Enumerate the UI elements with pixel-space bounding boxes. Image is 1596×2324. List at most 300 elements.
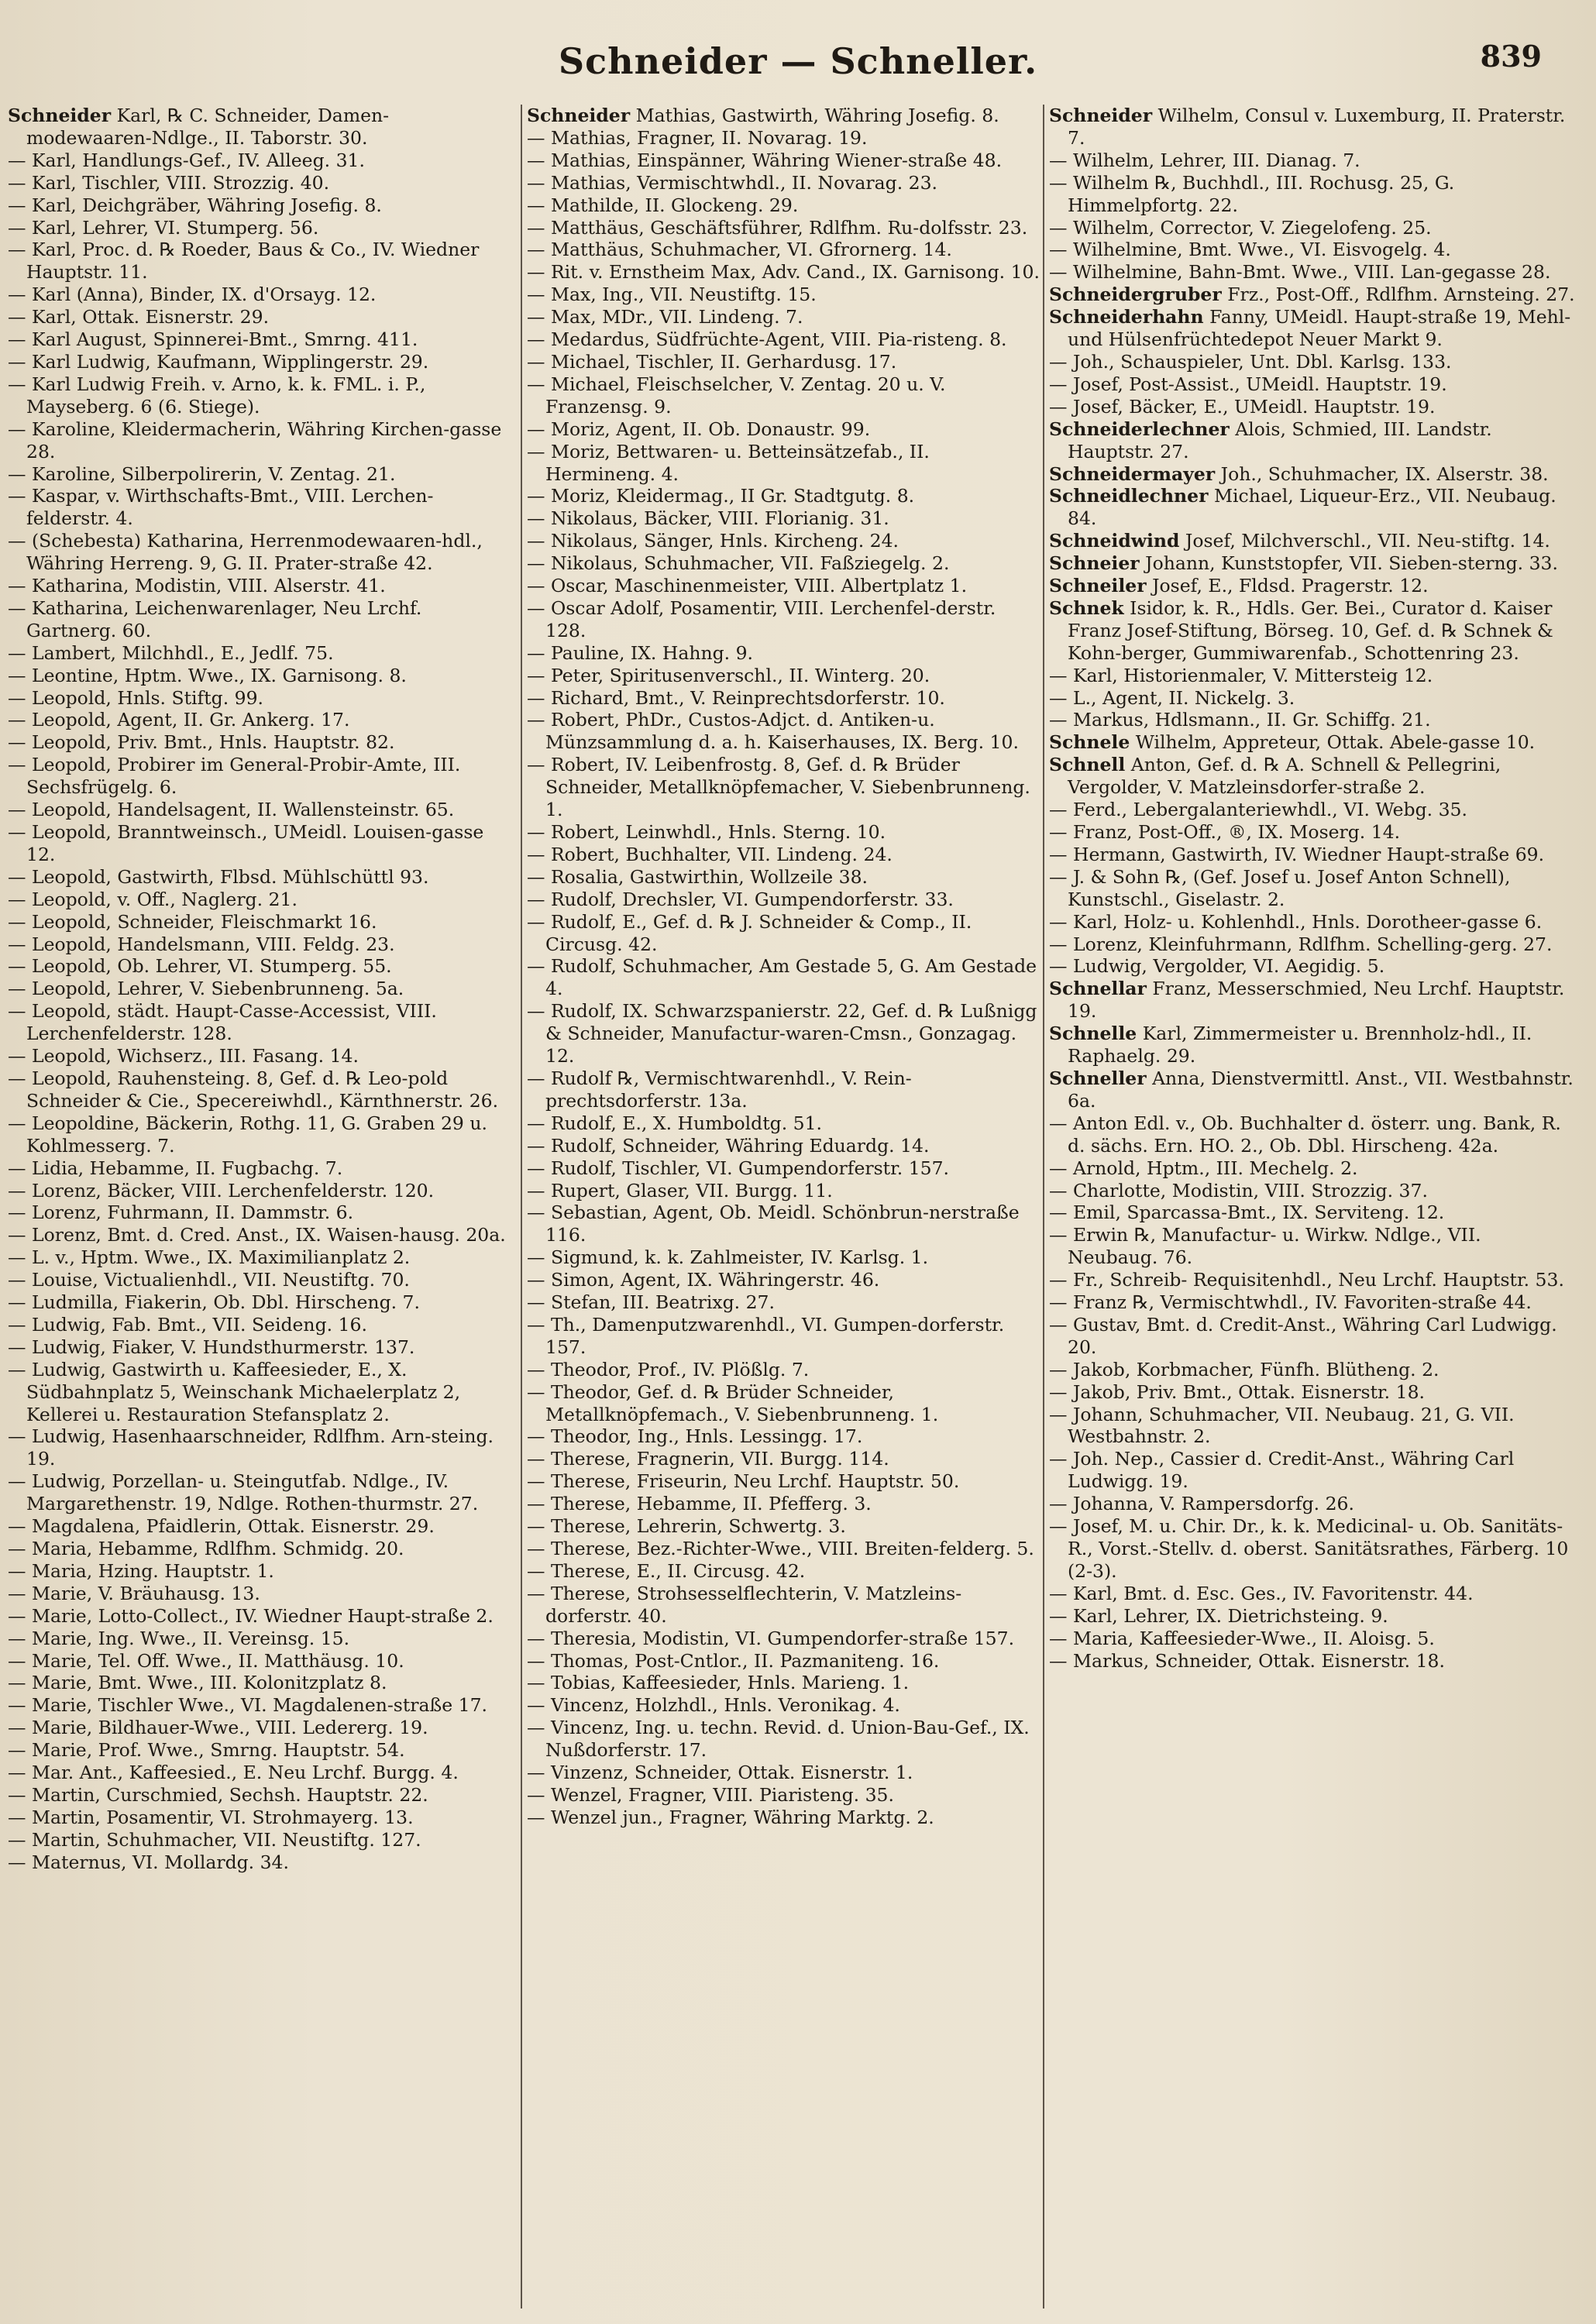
directory-entry xyxy=(527,1359,1040,1381)
entry-text: — Theresia, Modistin, VI. Gumpendorfer-straße 157. xyxy=(527,1627,1015,1649)
entry-text: Wilhelm, Consul v. Luxemburg, II. Praterstr. 7. xyxy=(1068,105,1566,149)
entry-text: — Lidia, Hebamme, II. Fugbachg. 7. xyxy=(8,1157,343,1179)
directory-entry xyxy=(1049,1650,1576,1673)
directory-entry xyxy=(8,1717,511,1739)
directory-entry xyxy=(8,1269,511,1291)
directory-entry xyxy=(1049,799,1576,821)
entry-text: — Karl, Deichgräber, Währing Josefig. 8. xyxy=(8,194,382,216)
entry-text: — Kaspar, v. Wirthschafts-Bmt., VIII. Lerchen-felderstr. 4. xyxy=(8,485,434,530)
entry-text: Mathias, Gastwirth, Währing Josefig. 8. xyxy=(635,105,999,126)
directory-entry xyxy=(527,552,1040,575)
entry-surname: Schnell xyxy=(1049,754,1126,776)
directory-entry xyxy=(1049,1023,1576,1067)
entry-text: — Leopold, Agent, II. Gr. Ankerg. 17. xyxy=(8,709,350,731)
entry-text: — Franz ℞, Vermischtwhdl., IV. Favoriten-straße 44. xyxy=(1049,1291,1532,1314)
directory-entry xyxy=(8,1784,511,1807)
directory-entry xyxy=(527,597,1040,642)
directory-entry xyxy=(527,306,1040,328)
directory-entry xyxy=(1049,575,1576,597)
column-2 xyxy=(521,105,1040,2309)
directory-entry xyxy=(527,1269,1040,1291)
entry-text: — Maria, Hebamme, Rdlfhm. Schmidg. 20. xyxy=(8,1538,404,1559)
entry-text: — Wilhelm ℞, Buchhdl., III. Rochusg. 25, G. Himmelpfortg. 22. xyxy=(1049,171,1455,216)
directory-entry xyxy=(527,485,1040,507)
entry-text: — Ferd., Lebergalanteriewhdl., VI. Webg. 35. xyxy=(1049,799,1467,821)
entry-surname: Schneidwind xyxy=(1049,530,1180,552)
entry-text: — Emil, Sparcassa-Bmt., IX. Serviteng. 12. xyxy=(1049,1202,1445,1224)
entry-text: — Katharina, Modistin, VIII. Alserstr. 41. xyxy=(8,575,386,597)
entry-text: — Theodor, Ing., Hnls. Lessingg. 17. xyxy=(527,1425,863,1448)
entry-text: — Vinzenz, Schneider, Ottak. Eisnerstr. 1. xyxy=(527,1762,913,1784)
entry-text: — Lorenz, Fuhrmann, II. Dammstr. 6. xyxy=(8,1202,354,1224)
directory-entry xyxy=(527,1560,1040,1583)
entry-text: Frz., Post-Off., Rdlfhm. Arnsteing. 27. xyxy=(1227,284,1575,306)
directory-entry xyxy=(8,351,511,373)
entry-text: — Karl, Proc. d. ℞ Roeder, Baus & Co., IV. Wiedner Hauptstr. 11. xyxy=(8,239,480,284)
directory-entry xyxy=(1049,866,1576,911)
entry-surname: Schnele xyxy=(1049,731,1130,754)
directory-entry xyxy=(527,194,1040,217)
directory-entry xyxy=(8,1829,511,1851)
directory-entry xyxy=(8,1180,511,1202)
entry-text: — Erwin ℞, Manufactur- u. Wirkw. Ndlge., VII. Neubaug. 76. xyxy=(1049,1224,1481,1269)
entry-text: — Karl August, Spinnerei-Bmt., Smrng. 411. xyxy=(8,328,418,351)
directory-entry xyxy=(8,731,511,754)
directory-entry xyxy=(527,1583,1040,1628)
entry-text: — Mar. Ant., Kaffeesied., E. Neu Lrchf. Burgg. 4. xyxy=(8,1762,459,1784)
entry-text: — Maria, Hzing. Hauptstr. 1. xyxy=(8,1559,274,1582)
directory-entry xyxy=(1049,463,1576,486)
directory-entry xyxy=(527,889,1040,911)
directory-entry xyxy=(1049,552,1576,575)
entry-text: Johann, Kunststopfer, VII. Sieben-sterng. 33. xyxy=(1145,552,1558,575)
entry-text: — Nikolaus, Bäcker, VIII. Florianig. 31. xyxy=(527,507,889,530)
entry-text: — Karl (Anna), Binder, IX. d'Orsayg. 12. xyxy=(8,284,377,306)
entry-text: Alois, Schmied, III. Landstr. Hauptstr. 27. xyxy=(1068,418,1492,462)
directory-entry xyxy=(1049,485,1576,530)
entry-surname: Schneider xyxy=(1049,105,1153,126)
directory-entry xyxy=(1049,284,1576,306)
directory-entry xyxy=(527,1672,1040,1694)
directory-entry xyxy=(1049,172,1576,217)
directory-entry xyxy=(8,597,511,642)
entry-text: — Mathilde, II. Glockeng. 29. xyxy=(527,194,799,216)
directory-entry xyxy=(8,1807,511,1829)
directory-entry xyxy=(527,1157,1040,1180)
entry-text: — Karl, Ottak. Eisnerstr. 29. xyxy=(8,306,270,328)
entry-surname: Schneidermayer xyxy=(1049,462,1216,485)
directory-entry xyxy=(8,217,511,239)
directory-entry xyxy=(8,1650,511,1673)
entry-text: — Ludwig, Vergolder, VI. Aegidig. 5. xyxy=(1049,955,1385,978)
entry-text: — Robert, Buchhalter, VII. Lindeng. 24. xyxy=(527,843,893,865)
directory-entry xyxy=(1049,1291,1576,1314)
entry-text: — Rudolf, Schuhmacher, Am Gestade 5, G. Am Gestade 4. xyxy=(527,955,1037,1000)
directory-entry xyxy=(527,1493,1040,1515)
entry-surname: Schnelle xyxy=(1049,1023,1137,1045)
directory-entry xyxy=(1049,351,1576,373)
directory-entry xyxy=(1049,1515,1576,1583)
entry-text: — Michael, Fleischselcher, V. Zentag. 20 u. V. Franzensg. 9. xyxy=(527,373,946,418)
directory-entry xyxy=(527,351,1040,373)
directory-entry xyxy=(527,127,1040,150)
directory-entry xyxy=(1049,1202,1576,1224)
entry-text: — Therese, Lehrerin, Schwertg. 3. xyxy=(527,1515,846,1538)
entry-text: — Rosalia, Gastwirthin, Wollzeile 38. xyxy=(527,865,868,888)
directory-entry xyxy=(8,1762,511,1784)
entry-text: — Wilhelm, Lehrer, III. Dianag. 7. xyxy=(1049,149,1360,171)
directory-entry xyxy=(527,1717,1040,1762)
entry-text: — Karl, Holz- u. Kohlenhdl., Hnls. Dorotheer-gasse 6. xyxy=(1049,910,1543,933)
entry-text: — Maternus, VI. Mollardg. 34. xyxy=(8,1851,289,1873)
directory-entry xyxy=(8,105,511,150)
directory-entry xyxy=(8,1560,511,1583)
directory-entry xyxy=(1049,1112,1576,1157)
entry-text: Anna, Dienstvermittl. Anst., VII. Westbahnstr. 6a. xyxy=(1068,1067,1574,1112)
directory-entry xyxy=(527,150,1040,172)
directory-entry xyxy=(527,1135,1040,1157)
entry-text: — (Schebesta) Katharina, Herrenmodewaaren-hdl., Währing Herreng. 9, G. II. Prater-straße 42. xyxy=(8,530,483,575)
entry-text: — Oscar, Maschinenmeister, VIII. Albertplatz 1. xyxy=(527,575,968,597)
directory-entry xyxy=(8,1739,511,1762)
entry-text: — Jakob, Korbmacher, Fünfh. Blütheng. 2. xyxy=(1049,1358,1439,1380)
directory-entry xyxy=(1049,396,1576,418)
entry-text: — Marie, Bmt. Wwe., III. Kolonitzplatz 8. xyxy=(8,1672,387,1694)
directory-entry xyxy=(1049,306,1576,351)
directory-entry xyxy=(8,1157,511,1180)
directory-entry xyxy=(527,239,1040,261)
directory-entry xyxy=(527,105,1040,127)
entry-surname: Schneiler xyxy=(1049,575,1147,597)
entry-columns xyxy=(8,105,1581,2309)
entry-text: — Leopold, Gastwirth, Flbsd. Mühlschüttl 93. xyxy=(8,865,429,888)
directory-entry xyxy=(8,911,511,933)
directory-entry xyxy=(527,1291,1040,1314)
entry-surname: Schneiderhahn xyxy=(1049,306,1204,328)
entry-text: — Wilhelmine, Bahn-Bmt. Wwe., VIII. Lan-gegasse 28. xyxy=(1049,261,1551,284)
directory-entry xyxy=(1049,1628,1576,1650)
directory-entry xyxy=(8,530,511,575)
directory-entry xyxy=(1049,978,1576,1023)
entry-text: — Leopold, Branntweinsch., UMeidl. Louisen-gasse 12. xyxy=(8,821,484,865)
directory-entry xyxy=(8,709,511,731)
entry-text: — Ludwig, Porzellan- u. Steingutfab. Ndlge., IV. Margarethenstr. 19, Ndlge. Rothen-thurmstr. 27. xyxy=(8,1470,479,1515)
entry-text: — Marie, Tel. Off. Wwe., II. Matthäusg. 10. xyxy=(8,1649,404,1672)
directory-entry xyxy=(527,261,1040,284)
directory-entry xyxy=(8,1851,511,1874)
entry-surname: Schneier xyxy=(1049,552,1140,575)
page-number: 839 xyxy=(1480,39,1542,74)
entry-text: — Leopold, Hnls. Stiftg. 99. xyxy=(8,686,264,709)
directory-entry xyxy=(1049,665,1576,687)
directory-entry xyxy=(527,1448,1040,1470)
entry-text: Josef, E., Fldsd. Pragerstr. 12. xyxy=(1152,575,1429,597)
directory-entry xyxy=(8,1291,511,1314)
directory-entry xyxy=(8,194,511,217)
directory-entry xyxy=(527,1180,1040,1202)
entry-surname: Schneidlechner xyxy=(1049,485,1209,507)
directory-entry xyxy=(527,1538,1040,1560)
directory-entry xyxy=(527,1314,1040,1359)
directory-entry xyxy=(8,754,511,799)
directory-entry xyxy=(1049,1359,1576,1381)
entry-text: — Marie, Lotto-Collect., IV. Wiedner Haupt-straße 2. xyxy=(8,1604,494,1627)
entry-text: Karl, ℞ C. Schneider, Damen-modewaaren-Ndlge., II. Taborstr. 30. xyxy=(26,105,390,149)
entry-text: — Karoline, Kleidermacherin, Währing Kirchen-gasse 28. xyxy=(8,418,502,462)
directory-entry xyxy=(527,1381,1040,1426)
entry-text: — Rupert, Glaser, VII. Burgg. 11. xyxy=(527,1179,833,1202)
entry-text: — Therese, Hebamme, II. Pfefferg. 3. xyxy=(527,1493,872,1515)
entry-text: — Johann, Schuhmacher, VII. Neubaug. 21, G. VII. Westbahnstr. 2. xyxy=(1049,1403,1515,1448)
directory-entry xyxy=(1049,709,1576,731)
entry-text: — Leontine, Hptm. Wwe., IX. Garnisong. 8. xyxy=(8,664,407,686)
entry-text: — Lorenz, Bäcker, VIII. Lerchenfelderstr. 120. xyxy=(8,1179,435,1202)
entry-text: — Louise, Victualienhdl., VII. Neustiftg. 70. xyxy=(8,1269,410,1291)
entry-text: — Leopold, städt. Haupt-Casse-Accessist, VIII. Lerchenfelderstr. 128. xyxy=(8,1000,437,1045)
entry-text: — Rudolf, Schneider, Währing Eduardg. 14. xyxy=(527,1134,930,1157)
directory-entry xyxy=(8,889,511,911)
entry-text: — Therese, Friseurin, Neu Lrchf. Hauptstr. 50. xyxy=(527,1470,960,1493)
entry-text: — Josef, M. u. Chir. Dr., k. k. Medicinal- u. Ob. Sanitäts-R., Vorst.-Stellv. d. oberst. Sanitätsrathes, Färberg. 10 (2-3). xyxy=(1049,1515,1569,1582)
entry-text: — Sebastian, Agent, Ob. Meidl. Schönbrun-nerstraße 116. xyxy=(527,1202,1020,1246)
directory-entry xyxy=(527,642,1040,665)
entry-text: — Josef, Bäcker, E., UMeidl. Hauptstr. 19. xyxy=(1049,395,1436,418)
directory-entry xyxy=(8,799,511,821)
directory-entry xyxy=(1049,821,1576,844)
entry-text: — Katharina, Leichenwarenlager, Neu Lrchf. Gartnerg. 60. xyxy=(8,596,422,641)
entry-text: — Martin, Schuhmacher, VII. Neustiftg. 127. xyxy=(8,1828,421,1851)
entry-text: Fanny, UMeidl. Haupt-straße 19, Mehl- und Hülsenfrüchtedepot Neuer Markt 9. xyxy=(1068,306,1571,351)
directory-entry xyxy=(1049,1381,1576,1404)
directory-entry xyxy=(527,1246,1040,1269)
directory-entry xyxy=(1049,373,1576,396)
directory-entry xyxy=(1049,1448,1576,1493)
entry-text: Karl, Zimmermeister u. Brennholz-hdl., II. Raphaelg. 29. xyxy=(1068,1023,1532,1067)
entry-text: — Mathias, Vermischtwhdl., II. Novarag. 23. xyxy=(527,171,938,194)
entry-text: — Joh., Schauspieler, Unt. Dbl. Karlsg. 133. xyxy=(1049,350,1452,373)
entry-text: — Hermann, Gastwirth, IV. Wiedner Haupt-straße 69. xyxy=(1049,843,1545,865)
entry-text: — Matthäus, Geschäftsführer, Rdlfhm. Ru-dolfsstr. 23. xyxy=(527,216,1028,239)
entry-text: — Josef, Post-Assist., UMeidl. Hauptstr. 19. xyxy=(1049,373,1447,395)
directory-entry xyxy=(527,507,1040,530)
entry-text: — Joh. Nep., Cassier d. Credit-Anst., Währing Carl Ludwigg. 19. xyxy=(1049,1448,1515,1493)
entry-text: — Therese, Strohsesselflechterin, V. Matzleins-dorferstr. 40. xyxy=(527,1582,962,1627)
directory-entry xyxy=(527,575,1040,597)
directory-entry xyxy=(527,1112,1040,1135)
entry-text: — Leopold, Rauhensteing. 8, Gef. d. ℞ Leo-pold Schneider & Cie., Specereiwhdl., Kärnthnerstr. 26. xyxy=(8,1067,499,1112)
directory-entry xyxy=(8,955,511,978)
entry-text: — Karoline, Silberpolirerin, V. Zentag. 21. xyxy=(8,462,396,485)
entry-text: — Karl, Lehrer, VI. Stumperg. 56. xyxy=(8,216,319,239)
directory-entry xyxy=(527,217,1040,239)
entry-text: — Peter, Spiritusenverschl., II. Winterg. 20. xyxy=(527,664,930,686)
entry-text: — Max, Ing., VII. Neustiftg. 15. xyxy=(527,284,817,306)
directory-entry xyxy=(8,1112,511,1157)
entry-surname: Schneiderlechner xyxy=(1049,418,1230,440)
entry-text: — Tobias, Kaffeesieder, Hnls. Marieng. 1. xyxy=(527,1672,910,1694)
directory-entry xyxy=(1049,105,1576,150)
entry-text: — Th., Damenputzwarenhdl., VI. Gumpen-dorferstr. 157. xyxy=(527,1313,1005,1358)
directory-entry xyxy=(527,530,1040,552)
directory-entry xyxy=(527,911,1040,956)
directory-entry xyxy=(8,821,511,866)
directory-entry xyxy=(1049,1314,1576,1359)
entry-text: — Karl Ludwig Freih. v. Arno, k. k. FML. i. P., Mayseberg. 6 (6. Stiege). xyxy=(8,373,426,418)
directory-entry xyxy=(1049,1224,1576,1269)
entry-text: — Leopold, v. Off., Naglerg. 21. xyxy=(8,888,298,910)
directory-entry xyxy=(527,665,1040,687)
entry-text: — Oscar Adolf, Posamentir, VIII. Lerchenfel-derstr. 128. xyxy=(527,596,996,641)
directory-entry xyxy=(8,1246,511,1269)
directory-entry xyxy=(1049,217,1576,239)
entry-text: — Matthäus, Schuhmacher, VI. Gfrornerg. 14. xyxy=(527,239,952,261)
entry-text: — Marie, V. Bräuhausg. 13. xyxy=(8,1582,260,1604)
directory-entry xyxy=(8,933,511,956)
directory-entry xyxy=(527,1425,1040,1448)
directory-entry xyxy=(527,866,1040,889)
directory-entry xyxy=(527,844,1040,866)
entry-text: — Marie, Bildhauer-Wwe., VIII. Ledererg. 19. xyxy=(8,1717,428,1739)
entry-text: Josef, Milchverschl., VII. Neu-stiftg. 14. xyxy=(1185,530,1550,552)
column-1 xyxy=(8,105,511,2309)
directory-entry xyxy=(527,1202,1040,1246)
directory-entry xyxy=(8,373,511,418)
directory-entry xyxy=(527,1784,1040,1807)
entry-surname: Schneider xyxy=(8,105,112,126)
directory-entry xyxy=(8,1515,511,1538)
entry-text: — L., Agent, II. Nickelg. 3. xyxy=(1049,686,1295,709)
directory-entry xyxy=(8,1425,511,1470)
entry-text: — Pauline, IX. Hahng. 9. xyxy=(527,641,754,664)
entry-text: — Vincenz, Holzhdl., Hnls. Veronikag. 4. xyxy=(527,1694,900,1717)
entry-text: — Lambert, Milchhdl., E., Jedlf. 75. xyxy=(8,641,334,664)
entry-text: — Sigmund, k. k. Zahlmeister, IV. Karlsg. 1. xyxy=(527,1246,929,1269)
directory-entry xyxy=(8,1583,511,1605)
entry-text: — Martin, Posamentir, VI. Strohmayerg. 13. xyxy=(8,1806,414,1828)
entry-text: — Franz, Post-Off., ®, IX. Moserg. 14. xyxy=(1049,821,1401,843)
entry-text: — Therese, Fragnerin, VII. Burgg. 114. xyxy=(527,1448,889,1470)
entry-text: — Leopold, Priv. Bmt., Hnls. Hauptstr. 82. xyxy=(8,731,395,754)
entry-surname: Schneller xyxy=(1049,1067,1147,1089)
entry-text: — Leopold, Ob. Lehrer, VI. Stumperg. 55. xyxy=(8,955,392,978)
entry-text: — Wilhelm, Corrector, V. Ziegelofeng. 25. xyxy=(1049,216,1432,239)
directory-entry xyxy=(527,754,1040,821)
directory-entry xyxy=(8,284,511,306)
directory-entry xyxy=(8,463,511,486)
directory-entry xyxy=(1049,844,1576,866)
directory-entry xyxy=(527,1650,1040,1673)
entry-text: — Leopold, Handelsmann, VIII. Feldg. 23. xyxy=(8,933,395,955)
entry-text: — Karl Ludwig, Kaufmann, Wipplingerstr. 29. xyxy=(8,350,429,373)
directory-entry xyxy=(527,821,1040,844)
directory-entry xyxy=(527,955,1040,1000)
directory-entry xyxy=(8,1672,511,1694)
directory-entry xyxy=(527,687,1040,710)
entry-text: — Nikolaus, Schuhmacher, VII. Faßziegelg. 2. xyxy=(527,552,950,575)
page-header xyxy=(0,37,1596,91)
entry-text: — Gustav, Bmt. d. Credit-Anst., Währing Carl Ludwigg. 20. xyxy=(1049,1313,1557,1358)
entry-text: — Charlotte, Modistin, VIII. Strozzig. 37. xyxy=(1049,1179,1428,1202)
directory-entry xyxy=(8,1538,511,1560)
directory-entry xyxy=(527,1762,1040,1784)
directory-entry xyxy=(8,418,511,463)
entry-text: — Leopold, Handelsagent, II. Wallensteinstr. 65. xyxy=(8,799,455,821)
entry-text: Isidor, k. R., Hdls. Ger. Bei., Curator d. Kaiser Franz Josef-Stiftung, Börseg. 10, Gef. d. ℞ Schnek & Kohn-berger, Gummiwarenfab., Schottenring 23. xyxy=(1068,596,1553,664)
directory-entry xyxy=(8,1359,511,1426)
entry-text: — Rudolf, IX. Schwarzspanierstr. 22, Gef. d. ℞ Lußnigg & Schneider, Manufactur-waren-Cmsn., Gonzagag. 12. xyxy=(527,1000,1037,1067)
entry-text: — Rudolf, Tischler, VI. Gumpendorferstr. 157. xyxy=(527,1157,950,1179)
entry-text: — Max, MDr., VII. Lindeng. 7. xyxy=(527,306,803,328)
entry-text: — Marie, Ing. Wwe., II. Vereinsg. 15. xyxy=(8,1627,350,1649)
entry-text: — Simon, Agent, IX. Währingerstr. 46. xyxy=(527,1269,880,1291)
directory-entry xyxy=(527,1694,1040,1717)
directory-entry xyxy=(8,978,511,1000)
entry-text: — Rudolf, Drechsler, VI. Gumpendorferstr. 33. xyxy=(527,888,954,910)
directory-entry xyxy=(1049,1067,1576,1112)
directory-entry xyxy=(8,1314,511,1336)
directory-entry xyxy=(8,485,511,530)
entry-text: — Stefan, III. Beatrixg. 27. xyxy=(527,1291,775,1314)
column-3 xyxy=(1043,105,1576,2309)
entry-text: — Ludwig, Hasenhaarschneider, Rdlfhm. Arn-steing. 19. xyxy=(8,1425,494,1470)
directory-entry xyxy=(1049,1180,1576,1202)
directory-entry xyxy=(1049,597,1576,665)
directory-entry xyxy=(1049,955,1576,978)
entry-text: — J. & Sohn ℞, (Gef. Josef u. Josef Anton Schnell), Kunstschl., Giselastr. 2. xyxy=(1049,865,1511,910)
directory-entry xyxy=(8,575,511,597)
entry-text: — Karl, Bmt. d. Esc. Ges., IV. Favoritenstr. 44. xyxy=(1049,1582,1474,1604)
entry-surname: Schneider xyxy=(527,105,631,126)
directory-entry xyxy=(1049,1269,1576,1291)
entry-text: — Marie, Prof. Wwe., Smrng. Hauptstr. 54. xyxy=(8,1739,405,1762)
entry-text: — Ludwig, Fiaker, V. Hundsthurmerstr. 137. xyxy=(8,1336,415,1358)
entry-text: — Leopold, Lehrer, V. Siebenbrunneng. 5a. xyxy=(8,978,404,1000)
directory-entry xyxy=(8,1336,511,1359)
directory-entry xyxy=(8,1470,511,1515)
directory-entry xyxy=(8,172,511,194)
directory-entry xyxy=(1049,530,1576,552)
directory-entry xyxy=(1049,1583,1576,1605)
entry-text: — Wilhelmine, Bmt. Wwe., VI. Eisvogelg. 4. xyxy=(1049,239,1451,261)
entry-text: — Arnold, Hptm., III. Mechelg. 2. xyxy=(1049,1157,1358,1179)
directory-entry xyxy=(8,665,511,687)
entry-text: — Theodor, Prof., IV. Plößlg. 7. xyxy=(527,1358,810,1380)
entry-text: — Lorenz, Kleinfuhrmann, Rdlfhm. Schelling-gerg. 27. xyxy=(1049,933,1553,955)
directory-entry xyxy=(8,1045,511,1067)
entry-text: — Rudolf ℞, Vermischtwarenhdl., V. Rein-prechtsdorferstr. 13a. xyxy=(527,1067,912,1112)
entry-text: — Vincenz, Ing. u. techn. Revid. d. Union-Bau-Gef., IX. Nußdorferstr. 17. xyxy=(527,1717,1030,1762)
directory-entry xyxy=(8,150,511,172)
entry-text: — Ludmilla, Fiakerin, Ob. Dbl. Hirscheng. 7. xyxy=(8,1291,420,1314)
directory-entry xyxy=(527,328,1040,351)
page-title: Schneider — Schneller. xyxy=(558,40,1038,82)
directory-entry xyxy=(527,373,1040,418)
entry-text: — Theodor, Gef. d. ℞ Brüder Schneider, Metallknöpfemach., V. Siebenbrunneng. 1. xyxy=(527,1380,939,1425)
directory-entry xyxy=(1049,1404,1576,1449)
directory-entry xyxy=(527,441,1040,486)
entry-text: — Moriz, Agent, II. Ob. Donaustr. 99. xyxy=(527,418,871,440)
entry-text: — Markus, Schneider, Ottak. Eisnerstr. 18. xyxy=(1049,1649,1445,1672)
directory-entry xyxy=(1049,261,1576,284)
entry-text: Anton, Gef. d. ℞ A. Schnell & Pellegrini, Vergolder, V. Matzleinsdorfer-straße 2. xyxy=(1068,754,1501,799)
directory-entry xyxy=(8,1202,511,1224)
directory-entry xyxy=(1049,911,1576,933)
directory-entry xyxy=(8,328,511,351)
directory-entry xyxy=(527,1515,1040,1538)
entry-text: — Leopold, Wichserz., III. Fasang. 14. xyxy=(8,1045,359,1067)
entry-text: — Ludwig, Fab. Bmt., VII. Seideng. 16. xyxy=(8,1313,367,1336)
entry-text: Joh., Schuhmacher, IX. Alserstr. 38. xyxy=(1220,462,1549,485)
